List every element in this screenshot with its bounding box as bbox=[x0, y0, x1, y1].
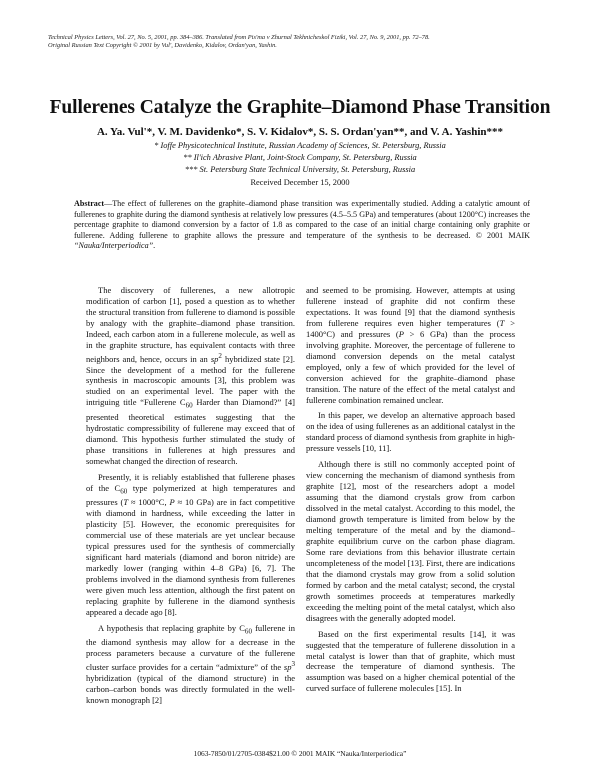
page-footer: 1063-7850/01/2705-0384$21.00 © 2001 MAIK “Nauka/Interperiodica” bbox=[193, 749, 407, 758]
abstract-copyright: “Nauka/Interperiodica” bbox=[74, 241, 154, 251]
right-paragraph-2: In this paper, we develop an alternative approach based on the idea of using fullerenes as an additional catalyst in the standard process of diamond synthesis from graphite in high-pressure vessels [10, 11]. bbox=[306, 410, 515, 454]
right-paragraph-1 bbox=[306, 285, 515, 405]
subscript: 60 bbox=[185, 402, 193, 411]
right-paragraph-4: Based on the first experimental results [14], it was suggested that the temperature of fullerene dissolution in a metal catalyst is lower than that of graphite, which must decrease the temperature of diamond synthesis. The assumption was based on a higher chemical potential of the curved surface of fullerene molecules [15]. In bbox=[306, 628, 515, 694]
text-run: Presently, it is reliably established that fullerene phases of the C bbox=[86, 471, 295, 493]
left-paragraph-2 bbox=[86, 472, 295, 618]
text-run: ≈ 10 GPa) are in fact competitive with diamond in hardness, while exceeding the latter in plasticity [5]. However, the economic prerequisites for commercial use of these materials are yet unclear because typical pressures used for the synthesis of commercially significant hard materials (diamond and boron nitride) are markedly lower (ranging within 4–8 GPa) [6, 7]. The problems involved in the diamond synthesis from fullerenes were given much less attention, although the first patent on replacing graphite by fullerene in the diamond synthesis appeared a decade ago [8]. bbox=[86, 497, 296, 617]
abstract-label: Abstract bbox=[74, 199, 105, 208]
abstract-text: —The effect of fullerenes on the graphite–diamond phase transition was experimentally studied. Adding a catalytic amount of fullerenes to graphite during the diamond synthesis at relatively low pressures (4.5–5.5 GPa) and temperatures (about 1200°C) increases the percentage graphite to diamond conversion by a factor of 1.8 as compared to the case of an initial charge containing only graphite or fullerene. Adding fullerene to graphite allows the pressure and temperature of the synthesis to be decreased. © 2001 MAIK bbox=[74, 199, 530, 240]
subscript: 60 bbox=[244, 627, 252, 636]
abstract bbox=[74, 199, 530, 252]
text-run: T bbox=[499, 317, 505, 328]
text-run: > 1400°C) and pressures ( bbox=[306, 317, 515, 339]
text-run: hybridized state [2]. Since the development of a method for the fullerene synthesis in macroscopic amounts [3], this problem was studied on an experimental level. The paper with the intriguing title “Fullerene C bbox=[86, 353, 295, 408]
copyright-line: Original Russian Text Copyright © 2001 by Vul', Davidenko, Kidalov, Ordan'yan, Yashin. bbox=[48, 42, 277, 50]
right-column bbox=[306, 285, 515, 694]
journal-citation: Technical Physics Letters, Vol. 27, No. 5, 2001, pp. 384–386. Translated from Pis'ma v Zhurnal Tekhnicheskoĭ Fiziki, Vol. 27, No. 9, 2001, pp. 72–78. bbox=[48, 34, 430, 41]
affiliation-ioffe: * Ioffe Physicotechnical Institute, Russian Academy of Sciences, St. Petersburg, Russia bbox=[154, 141, 446, 150]
affiliation-spbstu: *** St. Petersburg State Technical University, St. Petersburg, Russia bbox=[184, 165, 416, 174]
text-run: hybridization (typical of the diamond structure) in the carbon–carbon bonds was directly formulated in the well-known monograph [2] bbox=[86, 673, 295, 706]
left-column bbox=[86, 285, 295, 706]
text-run: P bbox=[398, 328, 404, 339]
text-run: Harder than Diamond?” [4] presented theoretical estimates suggesting that the hydrostatic compressibility of fullerene may exceed that of diamond. This hypothesis further stimulated the study of phase transitions in fullerenes at high pressures and somewhat changed the direction of research. bbox=[86, 397, 295, 466]
left-paragraph-1 bbox=[86, 285, 295, 467]
paper-title: Fullerenes Catalyze the Graphite–Diamond Phase Transition bbox=[49, 97, 551, 118]
text-run: sp bbox=[283, 662, 292, 673]
superscript: 2 bbox=[218, 351, 222, 360]
journal-header bbox=[48, 34, 558, 51]
text-run: sp bbox=[210, 353, 219, 364]
received-date: Received December 15, 2000 bbox=[250, 178, 350, 187]
left-paragraph-3 bbox=[86, 623, 295, 706]
text-run: fullerene in the diamond synthesis may allow for a decrease in the process parameters because a curvature of the fullerene cluster surface provides for a certain “admixture” of the bbox=[86, 622, 295, 673]
text-run: ≈ 1000°C, bbox=[128, 497, 170, 508]
affiliation-ilich: ** Il'ich Abrasive Plant, Joint-Stock Company, St. Petersburg, Russia bbox=[183, 153, 417, 162]
text-run: and seemed to be promising. However, attempts at using fullerene instead of graphite did not confirm these expectations. It was found [9] that the diamond synthesis from fullerene requires even higher temperatures ( bbox=[306, 285, 515, 328]
text-run: The discovery of fullerenes, a new allotropic modification of carbon [1], posed a question as to whether the structural transition from fullerene to diamond is possible by analogy with the graphite–diamond phase transition. Indeed, each carbon atom in a fullerene molecule, as well as in the graphite structure, has equivalent contacts with three neighbors and, hence, occurs in an bbox=[86, 285, 295, 364]
abstract-end: . bbox=[153, 241, 156, 251]
text-run: type polymerized at high temperatures and pressures ( bbox=[86, 482, 295, 508]
right-paragraph-3: Although there is still no commonly accepted point of view concerning the mechanism of diamond synthesis from graphite [12], most of the researchers adopt a model assuming that the diamond crystals grow from carbon dissolved in the metal catalyst. According to this model, the diamond growth temperature is limited from below by the melting temperature of the metal and by the diamond–graphite equilibrium curve on the carbon phase diagram. Some rare deviations from this behavior illustrate certain uncompleteness of the model [13]. First, there are indications that the diamond crystals may grow from a solid solution formed by carbon and the metal catalyst; second, the crystal growth sometimes proceeds at temperatures markedly exceeding the melting point of the metal catalyst, which also disagrees with the generally adopted model. bbox=[306, 459, 515, 623]
text-run: A hypothesis that replacing graphite by C bbox=[98, 622, 245, 633]
text-run: > 6 GPa) than the process involving graphite. Moreover, the percentage of fullerene to diamond conversion depends on the metal catalyst employed, only a few of which provided for the level of conversion achieved for the graphite–diamond phase transition. The nature of the effect of the metal catalyst and fullerene combination remained unclear. bbox=[306, 328, 515, 405]
text-run: P bbox=[169, 497, 175, 508]
text-run: T bbox=[123, 497, 129, 508]
subscript: 60 bbox=[120, 487, 128, 496]
author-list: A. Ya. Vul'*, V. M. Davidenko*, S. V. Kidalov*, S. S. Ordan'yan**, and V. A. Yashin*** bbox=[96, 126, 504, 138]
superscript: 3 bbox=[291, 660, 295, 669]
